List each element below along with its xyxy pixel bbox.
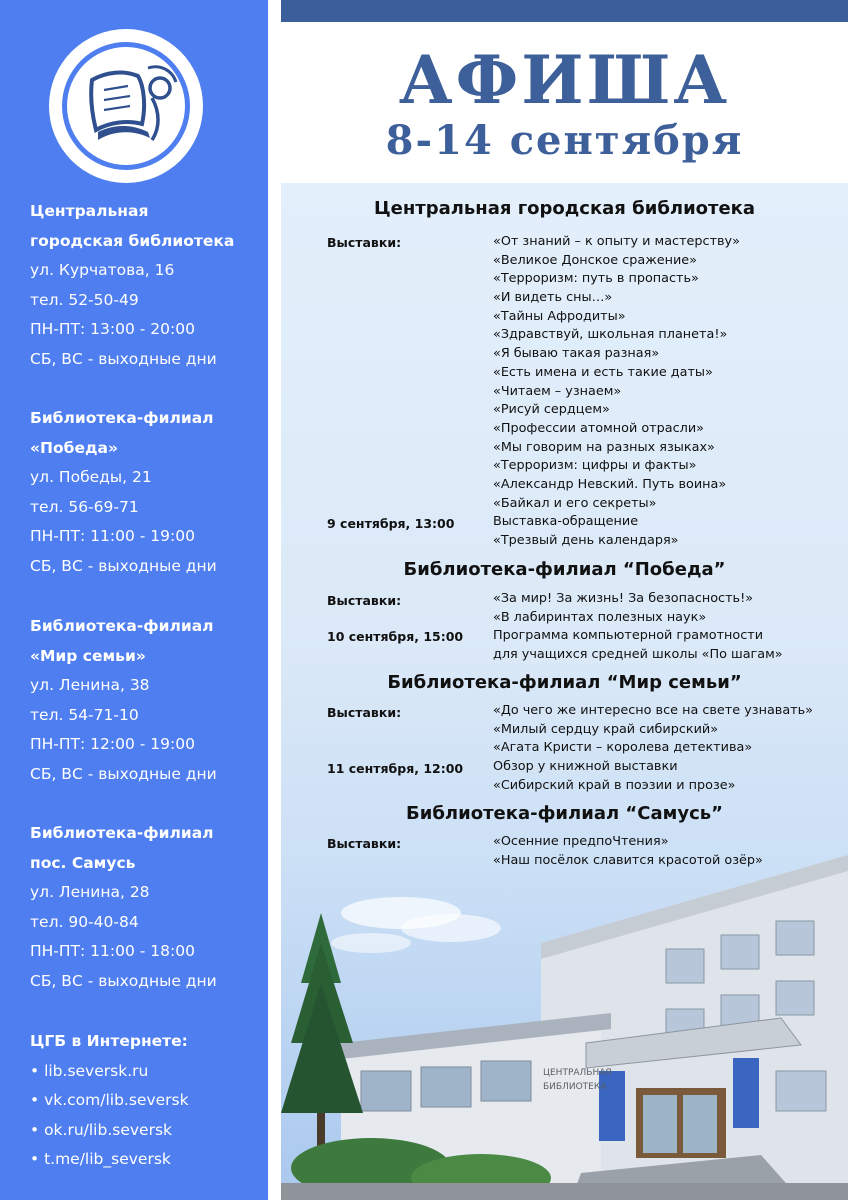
branch-hours: ПН-ПТ: 13:00 - 20:00 <box>30 320 195 338</box>
branch-phone: тел. 54-71-10 <box>30 705 139 724</box>
branch-address: ул. Ленина, 28 <box>30 883 150 901</box>
event-line: Программа компьютерной грамотности <box>493 628 764 644</box>
exhibitions-label: Выставки: <box>327 593 402 608</box>
event-line: Обзор у книжной выставки <box>493 759 678 775</box>
branch-weekend: СБ, ВС - выходные дни <box>30 971 217 990</box>
list-item: «Профессии атомной отрасли» <box>493 420 704 436</box>
section-title-central: Центральная городская библиотека <box>373 198 756 219</box>
list-item: «Терроризм: путь в пропасть» <box>493 271 699 287</box>
link-website[interactable]: • lib.seversk.ru <box>30 1061 149 1080</box>
list-item: «Читаем – узнаем» <box>493 383 622 399</box>
branch-name: Библиотека-филиал <box>30 409 214 427</box>
branch-address: ул. Ленина, 38 <box>30 676 150 694</box>
branch-hours: ПН-ПТ: 12:00 - 19:00 <box>30 735 195 753</box>
link-ok[interactable]: • ok.ru/lib.seversk <box>30 1120 172 1139</box>
list-item: «Тайны Афродиты» <box>493 308 626 324</box>
exhibitions-list-mir-semyi <box>493 702 845 795</box>
sidebar <box>0 0 268 1200</box>
branch-hours: ПН-ПТ: 11:00 - 18:00 <box>30 942 195 960</box>
branch-name: пос. Самусь <box>30 853 136 872</box>
list-item: «Здравствуй, школьная планета!» <box>493 327 728 343</box>
list-item: «Я бываю такая разная» <box>493 346 660 362</box>
section-title-samus: Библиотека-филиал “Самусь” <box>406 803 723 824</box>
section-title-mir-semyi: Библиотека-филиал “Мир семьи” <box>387 672 742 693</box>
event-line: для учащихся средней школы «По шагам» <box>493 647 783 663</box>
branch-address: ул. Победы, 21 <box>30 468 152 486</box>
branch-name: Центральная <box>30 202 149 220</box>
event-date-label: 10 сентября, 15:00 <box>327 629 464 644</box>
sidebar-pobeda-branch <box>30 404 265 581</box>
branch-weekend: СБ, ВС - выходные дни <box>30 556 217 575</box>
list-item: «Терроризм: цифры и факты» <box>493 458 697 474</box>
online-heading: ЦГБ в Интернете: <box>30 1032 188 1050</box>
list-item: «Мы говорим на разных языках» <box>493 439 715 455</box>
exhibitions-list-central <box>493 233 845 551</box>
list-item: «Осенние предпоЧтения» <box>493 834 669 849</box>
list-item: «Агата Кристи – королева детектива» <box>493 740 753 756</box>
list-item: «До чего же интересно все на свете узнавать» <box>493 703 813 718</box>
list-item: «Великое Донское сражение» <box>493 252 697 268</box>
building-sign-line1: ЦЕНТРАЛЬНАЯ <box>543 1068 612 1078</box>
branch-weekend: СБ, ВС - выходные дни <box>30 764 217 783</box>
sidebar-mir-semyi-branch <box>30 612 265 789</box>
event-date-label: 9 сентября, 13:00 <box>327 516 455 531</box>
list-item: «И видеть сны…» <box>493 290 613 306</box>
branch-phone: тел. 56-69-71 <box>30 497 139 516</box>
branch-name: Библиотека-филиал <box>30 824 214 842</box>
exhibitions-label: Выставки: <box>327 836 402 851</box>
sidebar-online-links <box>30 1027 265 1175</box>
exhibitions-label: Выставки: <box>327 235 402 250</box>
branch-phone: тел. 52-50-49 <box>30 290 139 309</box>
list-item: «Байкал и его секреты» <box>493 495 657 511</box>
branch-hours: ПН-ПТ: 11:00 - 19:00 <box>30 527 195 545</box>
exhibitions-list-samus <box>493 833 845 870</box>
list-item: «Наш посёлок славится красотой озёр» <box>493 852 763 868</box>
list-item: «В лабиринтах полезных наук» <box>493 609 707 625</box>
branch-phone: тел. 90-40-84 <box>30 912 139 931</box>
top-bar <box>281 0 848 22</box>
link-telegram[interactable]: • t.me/lib_seversk <box>30 1150 171 1168</box>
building-sign-line2: БИБЛИОТЕКА <box>543 1082 607 1092</box>
sidebar-central-library <box>30 197 265 374</box>
branch-address: ул. Курчатова, 16 <box>30 261 175 279</box>
link-vk[interactable]: • vk.com/lib.seversk <box>30 1091 189 1109</box>
event-line: Выставка-обращение <box>493 514 639 530</box>
event-line: «Трезвый день календаря» <box>493 533 679 548</box>
list-item: «Есть имена и есть такие даты» <box>493 364 713 380</box>
branch-weekend: СБ, ВС - выходные дни <box>30 349 217 368</box>
list-item: «Рисуй сердцем» <box>493 402 610 418</box>
list-item: «Милый сердцу край сибирский» <box>493 721 719 737</box>
section-title-pobeda: Библиотека-филиал “Победа” <box>403 559 726 580</box>
library-logo-icon <box>48 28 204 184</box>
page-title: АФИША <box>398 41 731 119</box>
event-date-label: 11 сентября, 12:00 <box>327 761 464 776</box>
exhibitions-list-pobeda <box>493 590 845 665</box>
date-range: 8-14 сентября <box>385 117 744 164</box>
sidebar-samus-branch <box>30 819 265 996</box>
list-item: «От знаний – к опыту и мастерству» <box>493 234 740 249</box>
event-line: «Сибирский край в поэзии и прозе» <box>493 777 736 793</box>
exhibitions-label: Выставки: <box>327 705 402 720</box>
branch-name: городская библиотека <box>30 231 235 250</box>
branch-name: Библиотека-филиал <box>30 617 214 635</box>
branch-name: «Победа» <box>30 438 118 457</box>
list-item: «Александр Невский. Путь воина» <box>493 476 727 492</box>
branch-name: «Мир семьи» <box>30 646 146 665</box>
list-item: «За мир! За жизнь! За безопасность!» <box>493 591 754 606</box>
